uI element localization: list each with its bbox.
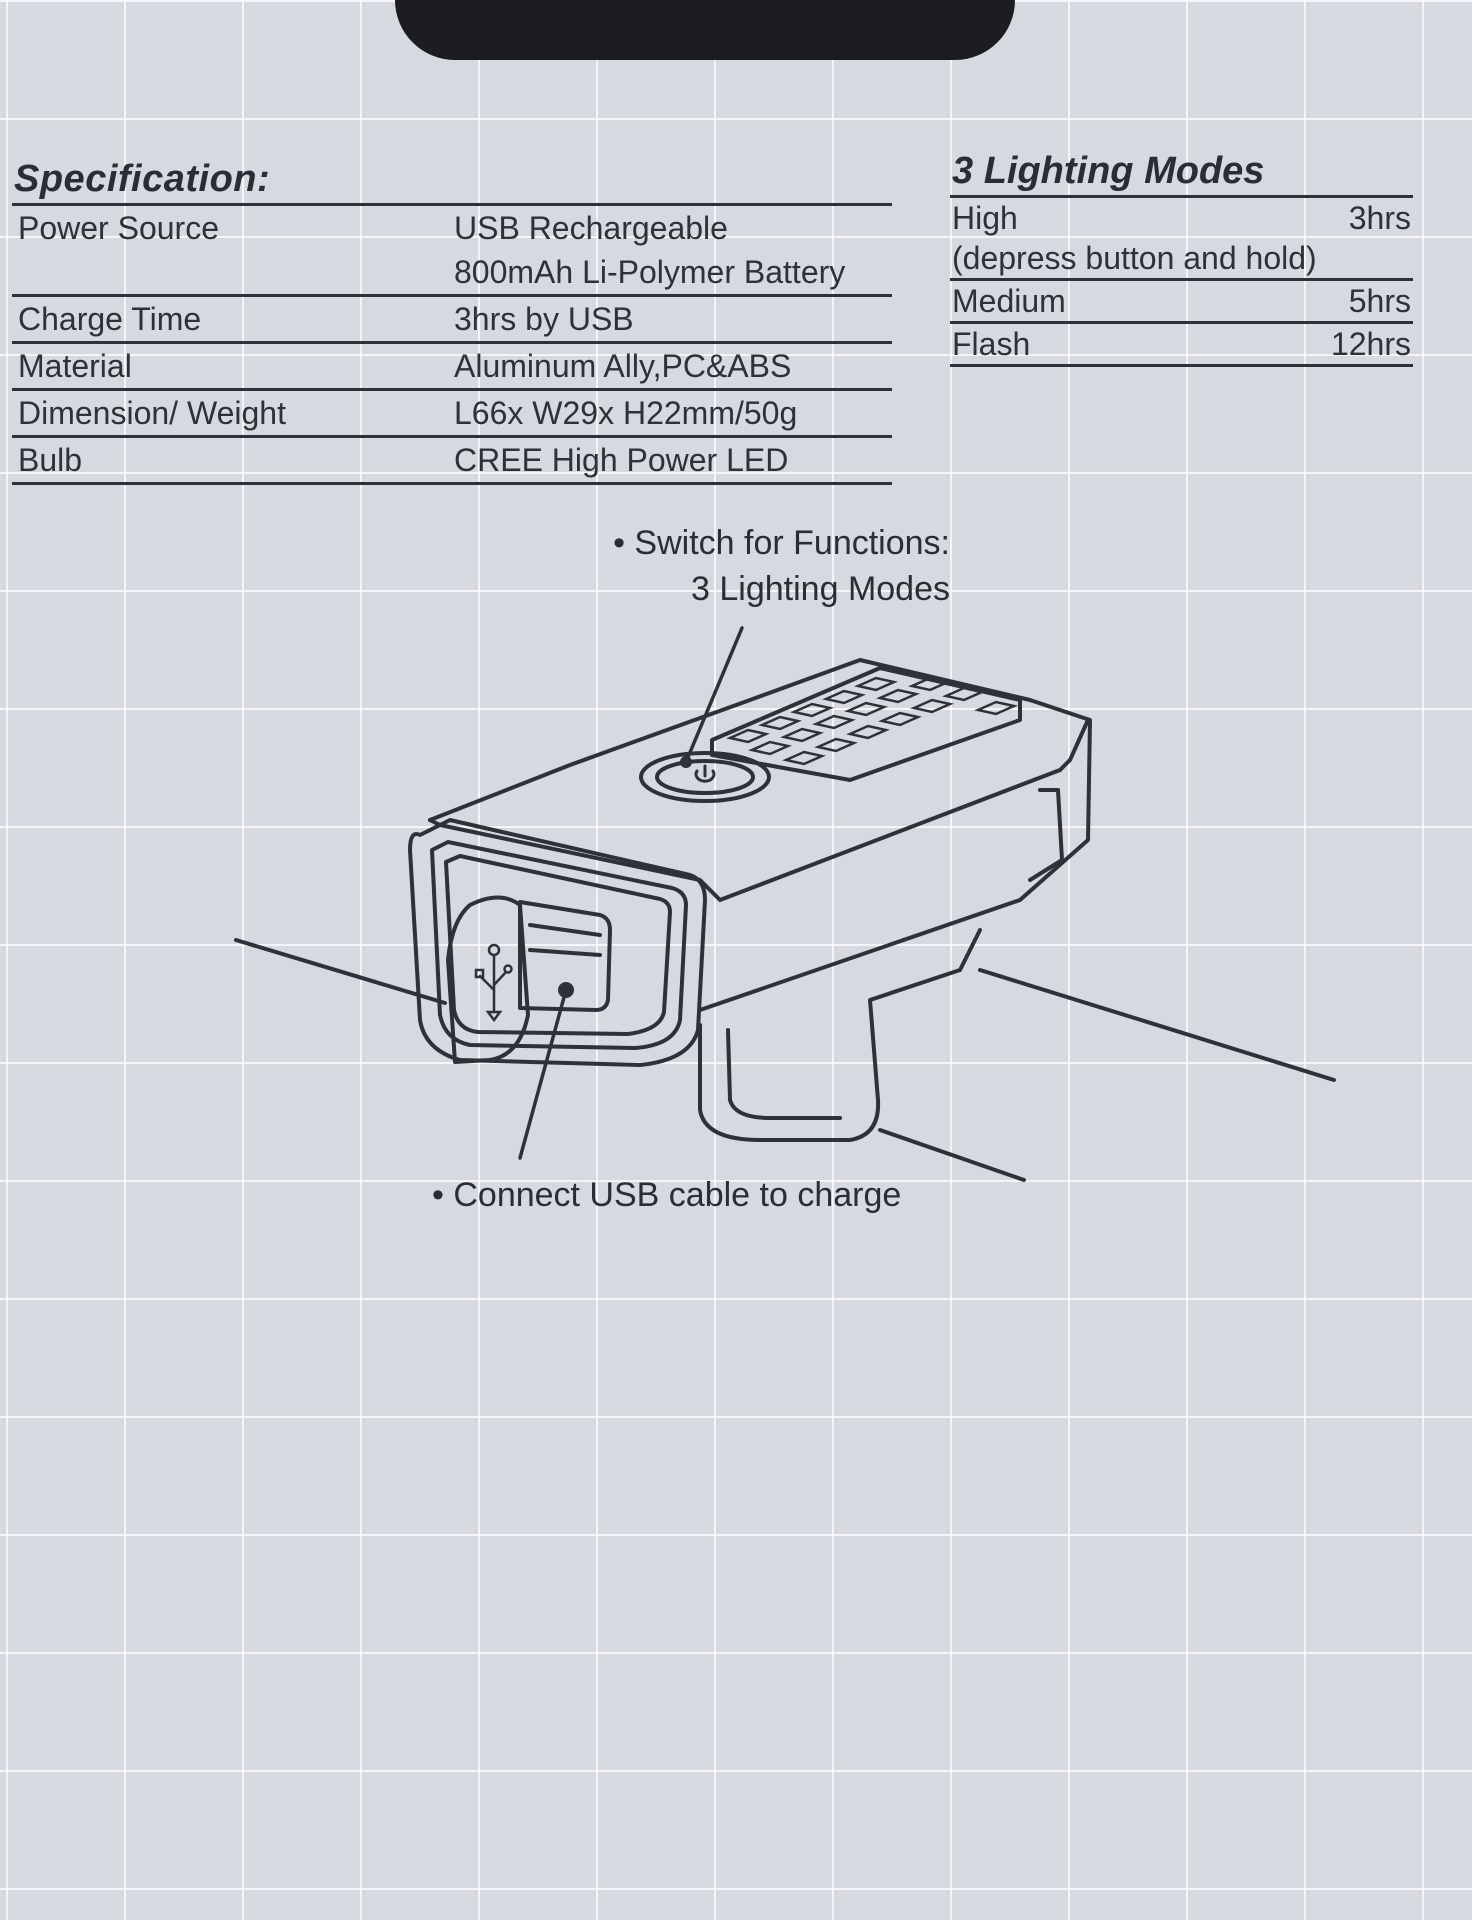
spec-value: USB Rechargeable: [454, 210, 728, 246]
mode-duration: 12hrs: [1330, 326, 1411, 362]
spec-value: 3hrs by USB: [454, 301, 634, 337]
spec-label: Material: [18, 348, 132, 384]
lighting-modes-title: 3 Lighting Modes: [952, 150, 1265, 192]
specification-title: Specification:: [14, 158, 271, 200]
mount-bracket-inner: [728, 1030, 840, 1118]
mode-name: High: [952, 200, 1018, 236]
mode-note: (depress button and hold): [952, 240, 1317, 276]
usb-icon: [476, 945, 512, 1020]
usb-port-inner: [530, 925, 600, 955]
spec-label: Power Source: [18, 210, 219, 246]
mode-duration: 5hrs: [1348, 283, 1411, 319]
light-body-ridge: [430, 770, 1060, 900]
spec-value: 800mAh Li-Polymer Battery: [454, 254, 846, 290]
power-icon: [696, 766, 714, 781]
usb-callout: • Connect USB cable to charge: [432, 1176, 902, 1214]
spec-value: L66x W29x H22mm/50g: [454, 395, 798, 431]
spec-value: Aluminum Ally,PC&ABS: [454, 348, 792, 384]
light-body-right-face: [1060, 720, 1088, 770]
mode-name: Flash: [952, 326, 1031, 362]
spec-label: Bulb: [18, 442, 83, 478]
switch-leader-dot: [680, 756, 692, 768]
usb-rubber-flap: [448, 898, 528, 1063]
switch-callout-line2: 3 Lighting Modes: [691, 570, 950, 608]
spec-label: Charge Time: [18, 301, 202, 337]
mode-duration: 3hrs: [1348, 200, 1411, 236]
switch-callout-line1: • Switch for Functions:: [613, 524, 950, 562]
spec-value: CREE High Power LED: [454, 442, 789, 478]
handlebar-left-line: [236, 940, 445, 1003]
spec-label: Dimension/ Weight: [18, 395, 286, 431]
handlebar-bottom-line: [880, 1130, 1024, 1180]
mode-name: Medium: [952, 283, 1066, 319]
handlebar-right-line: [980, 970, 1334, 1080]
